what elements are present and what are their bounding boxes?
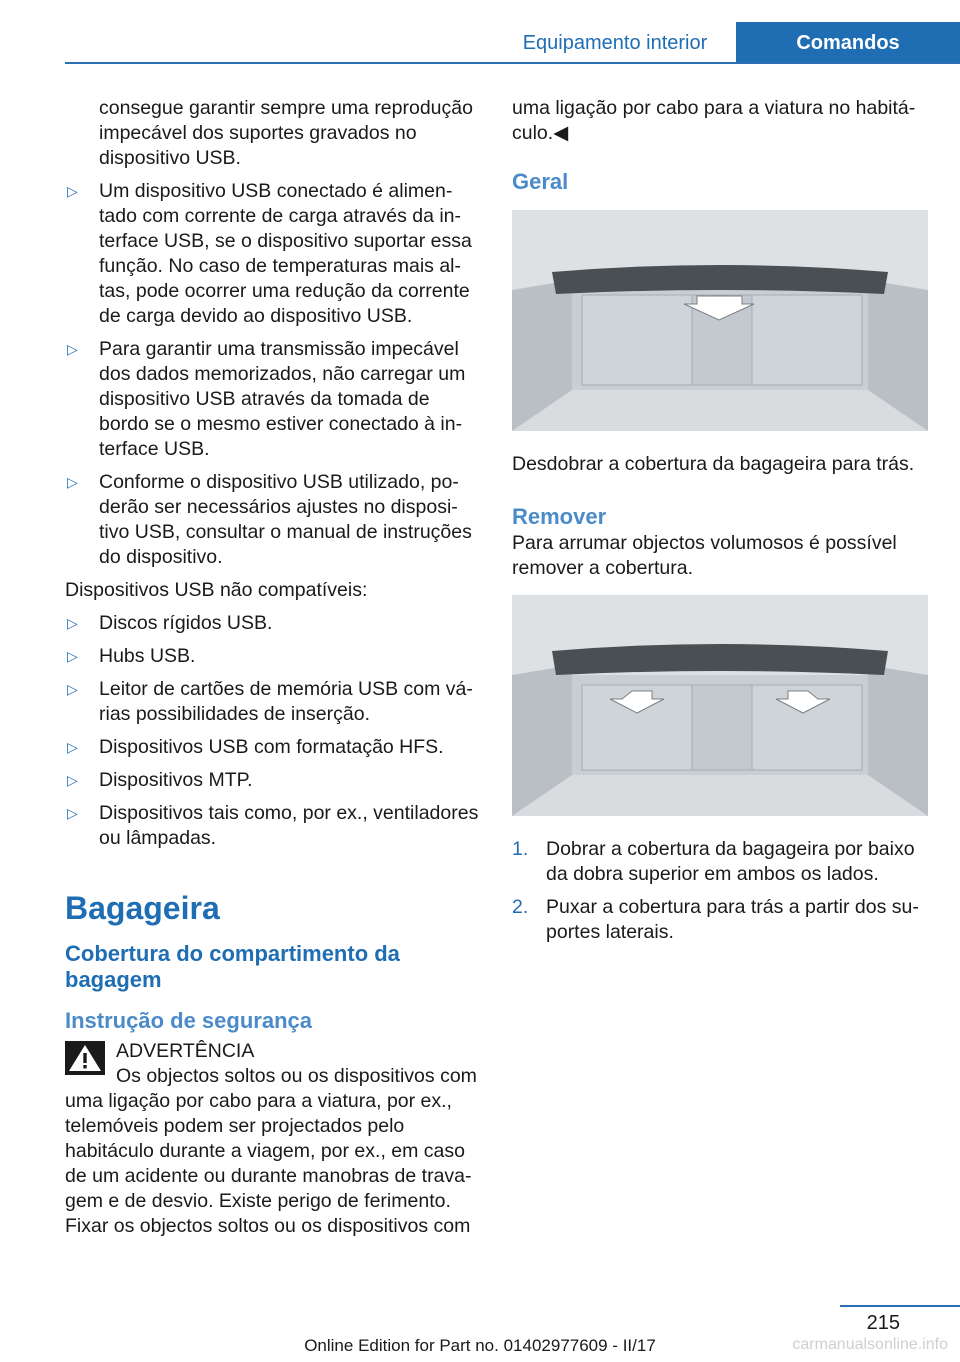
triangle-bullet-icon: ▷: [67, 805, 78, 821]
triangle-bullet-icon: ▷: [67, 681, 78, 697]
remove-text: Para arrumar objectos volumosos é possível remover a cobertura.: [512, 532, 897, 579]
list-item: 1. Dobrar a cobertura da bagageira por baixo da dobra superior em ambos os lados.: [512, 838, 915, 885]
triangle-bullet-icon: ▷: [67, 183, 78, 199]
list-item: ▷ Para garantir uma transmissão impecável dos dados memorizados, não carregar um dispositivo USB através da tomada de bordo se o mesmo estiver conectado à interface USB.: [67, 338, 466, 460]
page-number-rule: [840, 1305, 960, 1307]
right-column: [512, 96, 928, 953]
section-heading: Cobertura do compartimento da bagagem: [65, 941, 400, 992]
list-item: ▷ Conforme o dispositivo USB utilizado, poderão ser necessários ajustes no dispositivo USB, consultar o manual de instruções do dispositivo.: [67, 471, 472, 568]
trunk-cover-figure-remove: [512, 595, 928, 816]
list-item: ▷ Leitor de cartões de memória USB com várias possibilidades de inserção.: [67, 678, 473, 725]
list-item: ▷ Um dispositivo USB conectado é alimentado com corrente de carga através da interface USB, se o dispositivo suportar essa função. No caso de temperaturas mais altas, pode ocorrer uma redução da corrente de carga devido ao dispositivo USB.: [67, 180, 472, 327]
usb-notes-list: [65, 179, 480, 570]
removal-steps-list: [512, 837, 928, 945]
left-column: [65, 96, 480, 1239]
remove-heading: Remover: [512, 504, 607, 529]
footer: [0, 1336, 960, 1356]
header-chapter-tab[interactable]: Comandos: [736, 22, 960, 64]
figure-caption: Desdobrar a cobertura da bagageira para trás.: [512, 453, 915, 475]
chapter-heading: Bagageira: [65, 890, 220, 926]
triangle-bullet-icon: ▷: [67, 341, 78, 357]
list-item: 2. Puxar a cobertura para trás a partir dos suportes laterais.: [512, 896, 919, 943]
list-item: ▷ Dispositivos USB com formatação HFS.: [67, 736, 444, 758]
warning-title: ADVERTÊNCIA: [116, 1040, 255, 1062]
list-item: ▷ Dispositivos MTP.: [67, 769, 253, 791]
triangle-bullet-icon: ▷: [67, 615, 78, 631]
triangle-bullet-icon: ▷: [67, 772, 78, 788]
triangle-bullet-icon: ▷: [67, 648, 78, 664]
warning-text: Os objectos soltos ou os dispositivos com uma ligação por cabo para a viatura, por ex., telemóveis podem ser projectados pelo habitáculo durante a viagem, por ex., em caso de um acidente ou durante manobras de travagem e de desvio. Existe perigo de ferimento. Fixar os objectos soltos ou os dispositivos com: [65, 1065, 477, 1237]
edition-text: Online Edition for Part no. 01402977609 - II/17: [304, 1336, 656, 1355]
list-item: ▷ Hubs USB.: [67, 645, 196, 667]
triangle-bullet-icon: ▷: [67, 739, 78, 755]
warning-block: [65, 1039, 480, 1239]
general-heading: Geral: [512, 169, 569, 194]
subsection-heading: Instrução de segurança: [65, 1008, 312, 1033]
list-item: ▷ Discos rígidos USB.: [67, 612, 273, 634]
list-item: ▷ Dispositivos tais como, por ex., ventiladores ou lâmpadas.: [67, 802, 479, 849]
incompatible-devices-list: [65, 611, 480, 851]
trunk-cover-figure-unfold: [512, 210, 928, 431]
header-rule: [65, 62, 960, 64]
incompatible-devices-title: Dispositivos USB não compatíveis:: [65, 579, 368, 601]
warning-triangle-icon: [65, 1041, 105, 1075]
watermark[interactable]: carmanualsonline.info: [792, 1336, 948, 1353]
header-section-title: Equipamento interior: [522, 31, 708, 54]
continued-paragraph: consegue garantir sempre uma reprodução impecável dos suportes gravados no dispositivo USB.: [99, 97, 473, 169]
triangle-bullet-icon: ▷: [67, 474, 78, 490]
continued-paragraph: uma ligação por cabo para a viatura no habitáculo.◀: [512, 97, 916, 144]
page-number: 215: [866, 1312, 900, 1334]
